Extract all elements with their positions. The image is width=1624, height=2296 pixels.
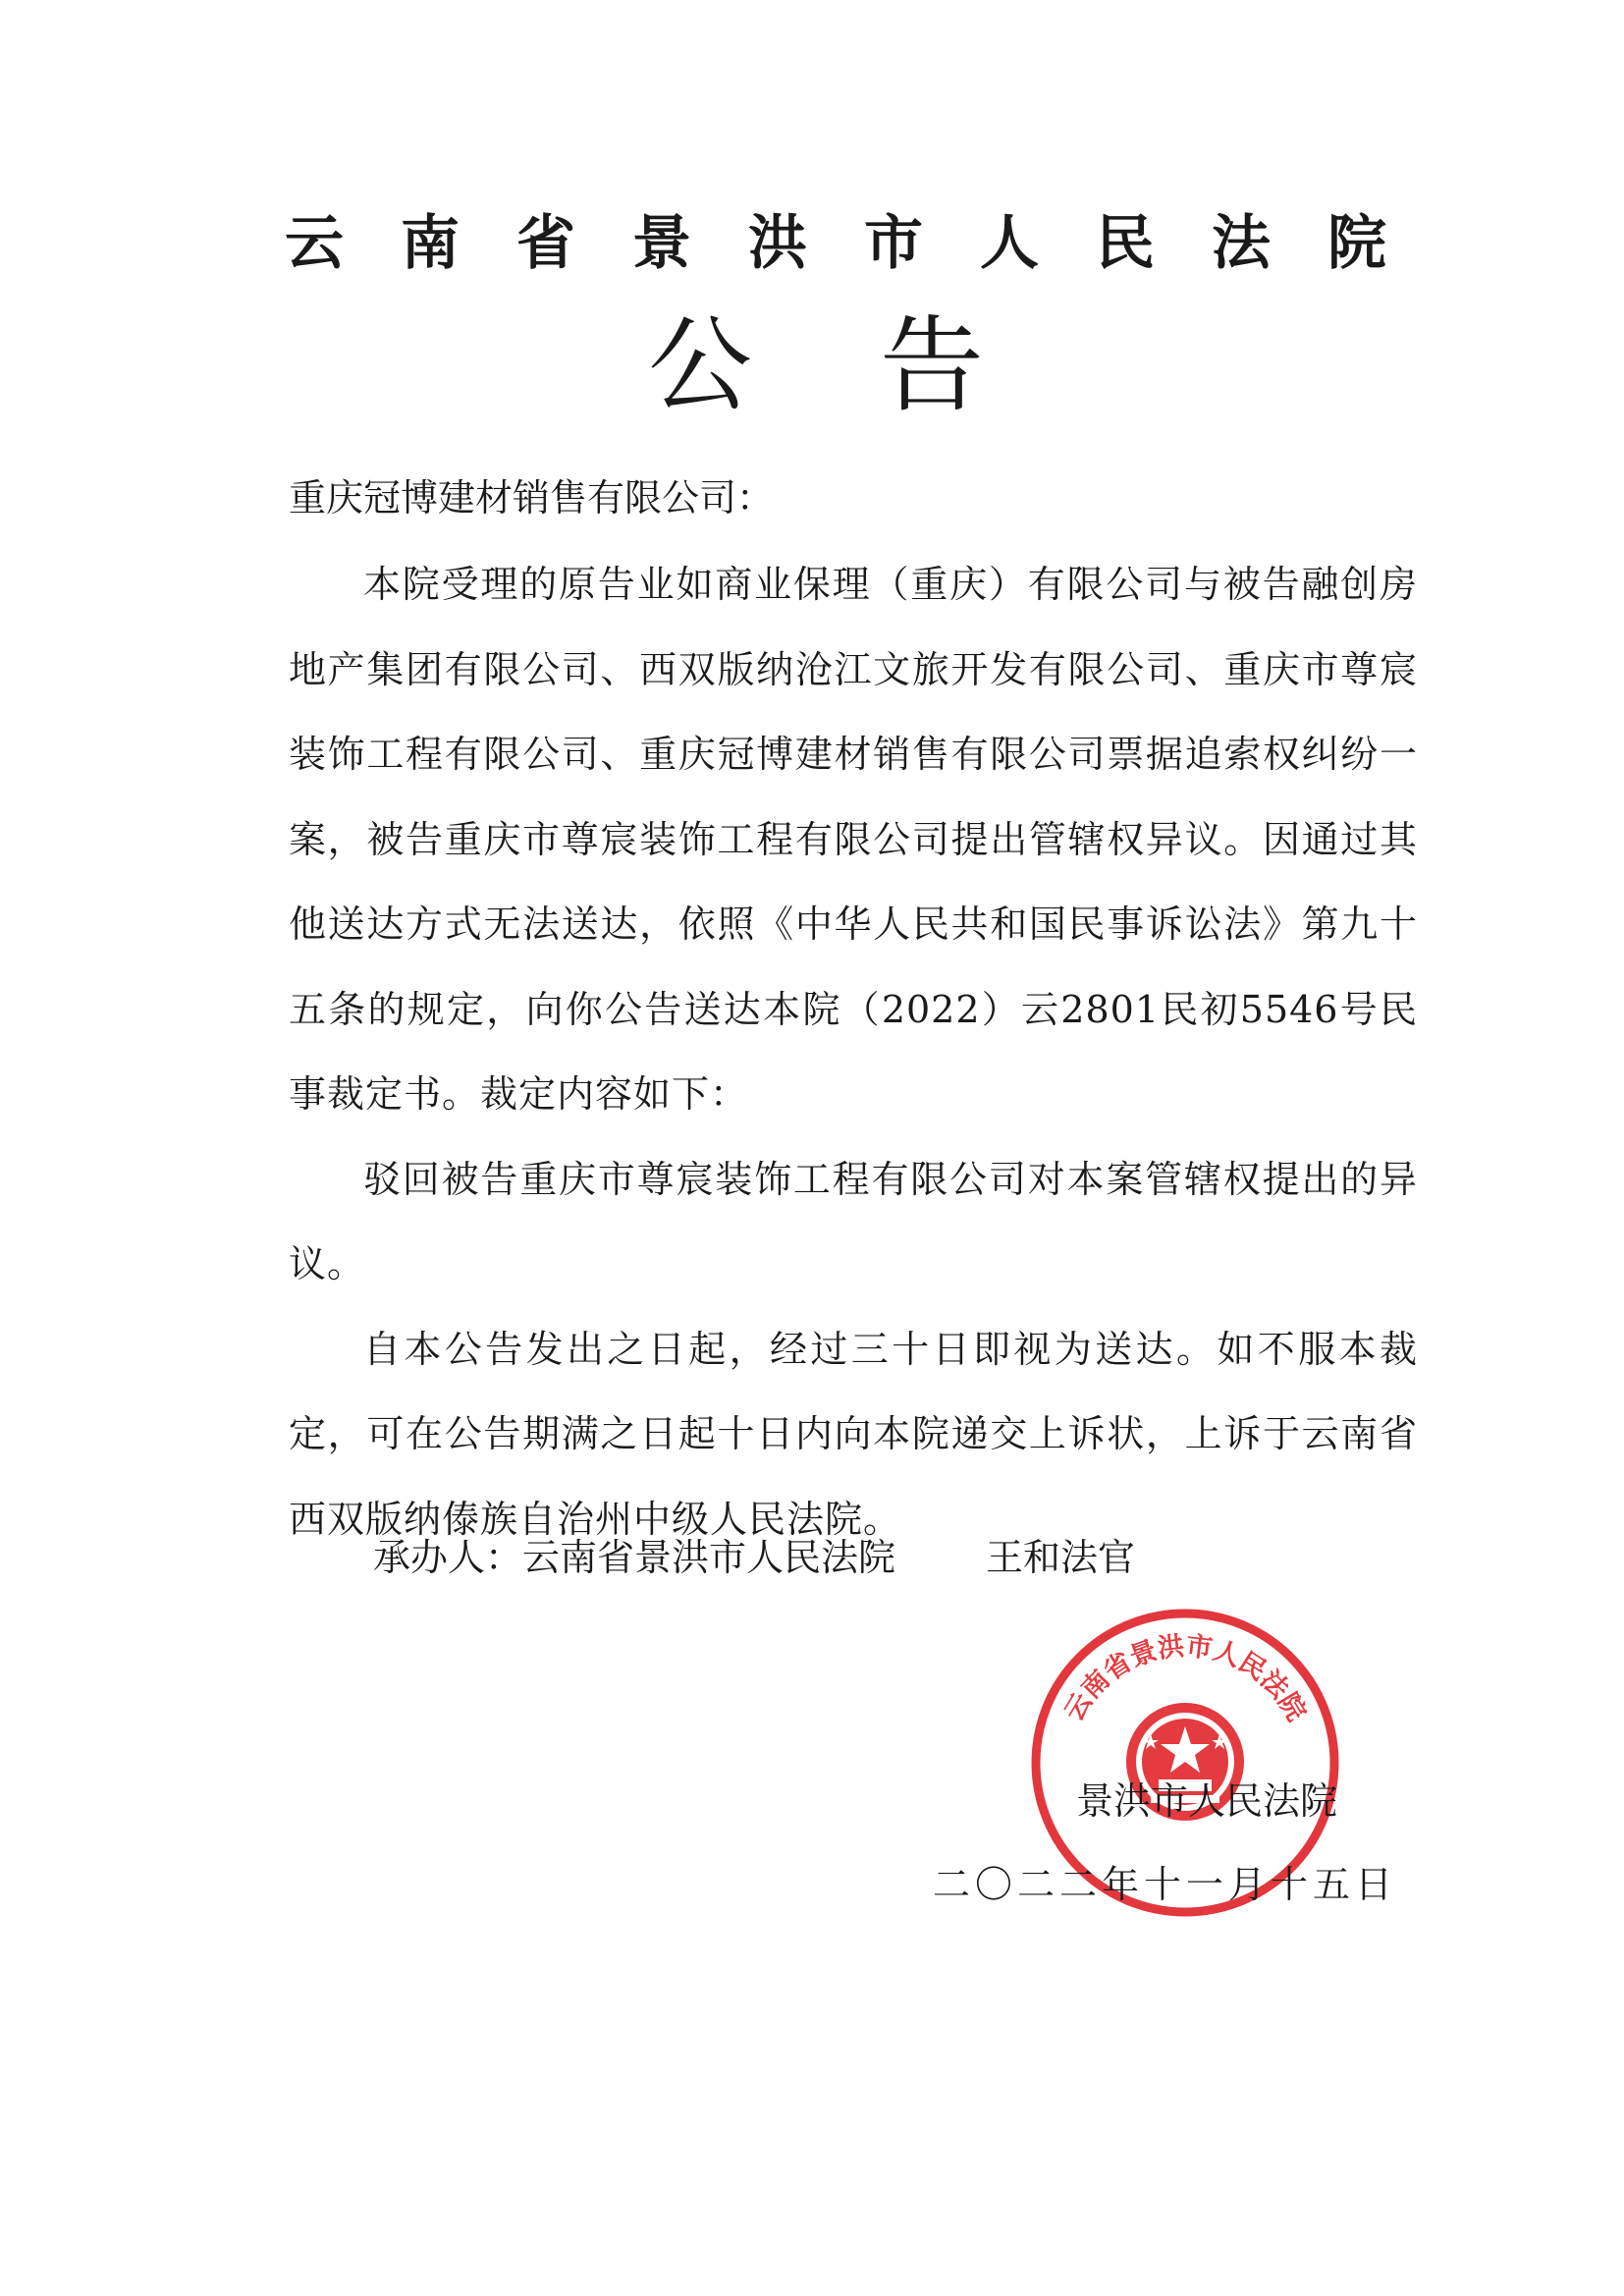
handler-line	[373, 1536, 1136, 1579]
handler-label: 承办人：	[373, 1536, 523, 1579]
paragraph-service-terms: 自本公告发出之日起，经过三十日即视为送达。如不服本裁定，可在公告期满之日起十日内向本院递交上诉状，上诉于云南省西双版纳傣族自治州中级人民法院。	[289, 1327, 1418, 1541]
signature-court: 景洪市人民法院	[1076, 1779, 1338, 1823]
notice-body	[289, 542, 1418, 1561]
paragraph-ruling: 驳回被告重庆市尊宸装饰工程有限公司对本案管辖权提出的异议。	[289, 1157, 1418, 1285]
court-name-heading: 云南省景洪市人民法院	[285, 209, 1443, 278]
seal-lettering: 云南省景洪市人民法院	[1058, 1630, 1312, 1727]
handler-judge: 王和法官	[986, 1536, 1136, 1579]
signature-date: 二〇二二年十一月十五日	[933, 1863, 1398, 1906]
paragraph-case-summary: 本院受理的原告业如商业保理（重庆）有限公司与被告融创房地产集团有限公司、西双版纳沧江文旅开发有限公司、重庆市尊宸装饰工程有限公司、重庆冠博建材销售有限公司票据追索权纠纷一案，被告重庆市尊宸装饰工程有限公司提出管辖权异议。因通过其他送达方式无法送达，依照《中华人民共和国民事诉讼法》第九十五条的规定，向你公告送达本院（2022）云2801民初5546号民事裁定书。裁定内容如下：	[289, 563, 1418, 1116]
addressee: 重庆冠博建材销售有限公司：	[289, 476, 775, 519]
handler-court: 云南省景洪市人民法院	[522, 1536, 896, 1579]
document-title: 公告	[648, 305, 1111, 426]
